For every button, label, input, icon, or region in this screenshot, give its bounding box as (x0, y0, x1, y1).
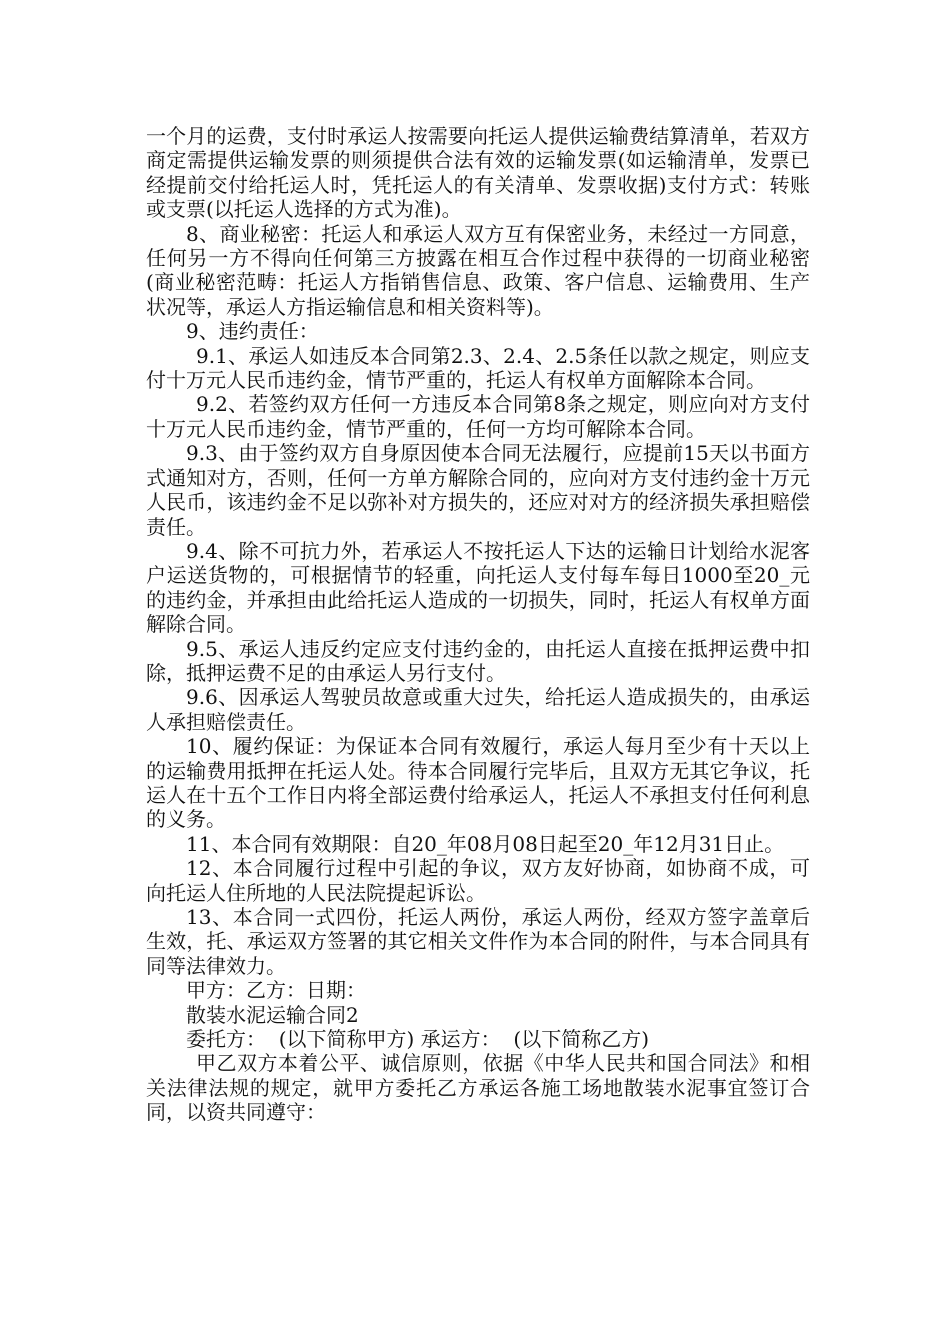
paragraph-clause-8-trade-secrets: 8、商业秘密：托运人和承运人双方互有保密业务，未经过一方同意，任何另一方不得向任何第三方披露在相互合作过程中获得的一切商业秘密(商业秘密范畴：托运人方指销售信息、政策、客户信息、运输费用、生产状况等，承运人方指运输信息和相关资料等)。 (146, 221, 810, 319)
paragraph-clause-9-3: 9.3、由于签约双方自身原因使本合同无法履行，应提前15天以书面方式通知对方，否则，任何一方单方解除合同的，应向对方支付违约金十万元人民币，该违约金不足以弥补对方损失的，还应对对方的经济损失承担赔偿责任。 (146, 441, 810, 539)
paragraph-clause-9-heading: 9、违约责任： (186, 319, 319, 344)
paragraph-clause-13: 13、本合同一式四份，托运人两份，承运人两份，经双方签字盖章后生效，托、承运双方签署的其它相关文件作为本合同的附件，与本合同具有同等法律效力。 (146, 905, 810, 978)
paragraph-payment-continued: 一个月的运费，支付时承运人按需要向托运人提供运输费结算清单，若双方商定需提供运输发票的则须提供合法有效的运输发票(如运输清单，发票已经提前交付给托运人时，凭托运人的有关清单、发票收据)支付方式：转账或支票(以托运人选择的方式为准)。 (146, 124, 810, 222)
document-body (146, 124, 810, 1125)
paragraph-clause-10: 10、履约保证：为保证本合同有效履行，承运人每月至少有十天以上的运输费用抵押在托运人处。待本合同履行完毕后，且双方无其它争议，托运人在十五个工作日内将全部运费付给承运人，托运人不承担支付任何利息的义务。 (146, 734, 810, 832)
contract-parties-line: 委托方： (以下简称甲方) 承运方： (以下简称乙方) (186, 1027, 649, 1052)
paragraph-clause-9-2: 9.2、若签约双方任何一方违反本合同第8条之规定，则应向对方支付十万元人民币违约金，情节严重的，任何一方均可解除本合同。 (146, 392, 810, 441)
paragraph-clause-12: 12、本合同履行过程中引起的争议，双方友好协商，如协商不成，可向托运人住所地的人民法院提起诉讼。 (146, 856, 810, 905)
paragraph-clause-11: 11、本合同有效期限：自20_年08月08日起至20_年12月31日止。 (186, 831, 785, 856)
contract-2-title: 散装水泥运输合同2 (186, 1002, 359, 1027)
signature-line: 甲方：乙方：日期： (186, 978, 366, 1003)
paragraph-contract-2-intro: 甲乙双方本着公平、诚信原则，依据《中华人民共和国合同法》和相关法律法规的规定，就甲方委托乙方承运各施工场地散装水泥事宜签订合同，以资共同遵守： (146, 1051, 810, 1125)
paragraph-clause-9-1: 9.1、承运人如违反本合同第2.3、2.4、2.5条任以款之规定，则应支付十万元人民币违约金，情节严重的，托运人有权单方面解除本合同。 (146, 343, 810, 393)
paragraph-clause-9-5: 9.5、承运人违反约定应支付违约金的，由托运人直接在抵押运费中扣除，抵押运费不足的由承运人另行支付。 (146, 636, 810, 685)
paragraph-clause-9-6: 9.6、因承运人驾驶员故意或重大过失，给托运人造成损失的，由承运人承担赔偿责任。 (146, 685, 810, 734)
paragraph-clause-9-4: 9.4、除不可抗力外，若承运人不按托运人下达的运输日计划给水泥客户运送货物的，可根据情节的轻重，向托运人支付每车每日1000至20_元的违约金，并承担由此给托运人造成的一切损失，同时，托运人有权单方面解除合同。 (146, 538, 810, 637)
